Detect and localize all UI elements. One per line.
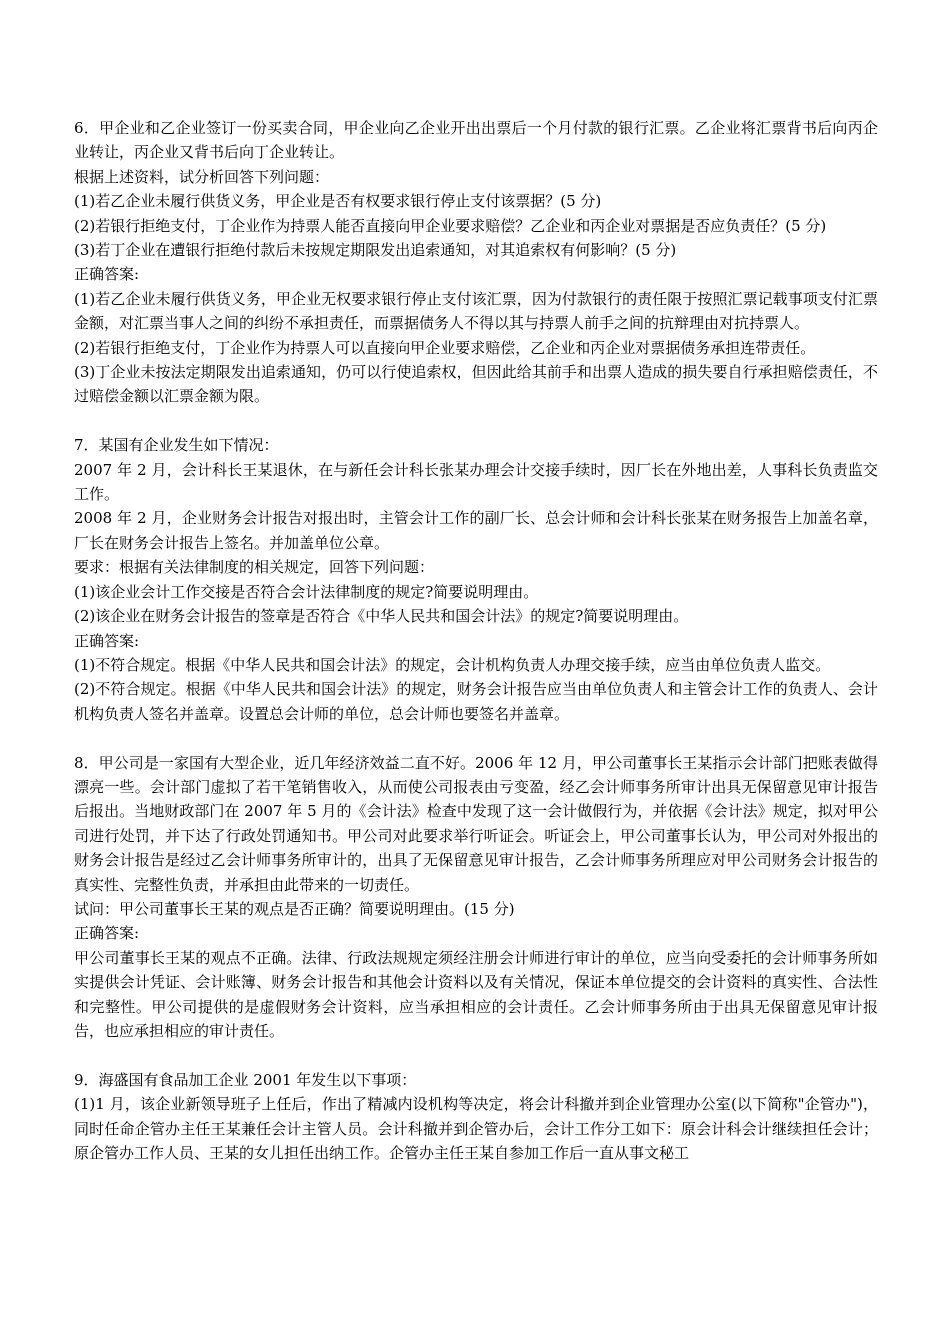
paragraph: 根据上述资料，试分析回答下列问题： <box>74 167 330 186</box>
question-7 <box>74 433 878 726</box>
question-6 <box>74 116 878 409</box>
paragraph: (1)若乙企业未履行供货义务，甲企业是否有权要求银行停止支付该票据？(5 分) <box>74 192 602 211</box>
paragraph: (1)不符合规定。根据《中华人民共和国会计法》的规定，会计机构负责人办理交接手续，应当由单位负责人监交。 <box>74 655 831 674</box>
paragraph: (2)若银行拒绝支付，丁企业作为持票人可以直接向甲企业要求赔偿，乙企业和丙企业对票据债务承担连带责任。 <box>74 338 816 357</box>
paragraph: (1)若乙企业未履行供货义务，甲企业无权要求银行停止支付该汇票，因为付款银行的责任限于按照汇票记载事项支付汇票金额，对汇票当事人之间的纠纷不承担责任，而票据债务人不得以其与持票人前手之间的抗辩理由对抗持票人。 <box>74 289 878 333</box>
paragraph: 8．甲公司是一家国有大型企业，近几年经济效益二直不好。2006 年 12 月，甲公司董事长王某指示会计部门把账表做得漂亮一些。会计部门虚拟了若干笔销售收入，从而使公司报表由亏变盈，经乙会计师事务所审计出具无保留意见审计报告后报出。当地财政部门在 2007 年 5 月的《会计法》检查中发现了这一会计做假行为，并依据《会计法》规定，拟对甲公司进行处罚，并下达了行政处罚通知书。甲公司对此要求举行听证会。听证会上，甲公司董事长认为，甲公司对外报出的财务会计报告是经过乙会计师事务所审计的，出具了无保留意见审计报告，乙会计师事务所理应对甲公司财务会计报告的真实性、完整性负责，并承担由此带来的一切责任。 <box>74 753 878 894</box>
paragraph: (3)丁企业未按法定期限发出追索通知，仍可以行使追索权，但因此给其前手和出票人造成的损失要自行承担赔偿责任，不过赔偿金额以汇票金额为限。 <box>74 363 878 406</box>
paragraph: (3)若丁企业在遭银行拒绝付款后未按规定期限发出追索通知，对其追索权有何影响？(5 分) <box>74 241 677 260</box>
paragraph: (1)1 月，该企业新领导班子上任后，作出了精减内设机构等决定，将会计科撤并到企业管理办公室(以下简称"企管办")，同时任命企管办主任王某兼任会计主管人员。会计科撤并到企管办后，会计工作分工如下：原会计科会计继续担任会计；原企管办工作人员、王某的女儿担任出纳工作。企管办主任王某自参加工作后一直从事文秘工 <box>74 1095 878 1163</box>
paragraph: 试问：甲公司董事长王某的观点是否正确？简要说明理由。(15 分) <box>74 899 515 918</box>
paragraph: 2008 年 2 月，企业财务会计报告对报出时，主管会计工作的副厂长、总会计师和会计科长张某在财务报告上加盖名章，厂长在财务会计报告上签名。并加盖单位公章。 <box>74 509 878 552</box>
answer-label: 正确答案: <box>74 631 140 650</box>
question-8 <box>74 751 878 1044</box>
paragraph: (2)不符合规定。根据《中华人民共和国会计法》的规定，财务会计报告应当由单位负责人和主管会计工作的负责人、会计机构负责人签名并盖章。设置总会计师的单位，总会计师也要签名并盖章。 <box>74 680 878 723</box>
answer-label: 正确答案: <box>74 924 140 943</box>
paragraph: 6．甲企业和乙企业签订一份买卖合同，甲企业向乙企业开出出票后一个月付款的银行汇票。乙企业将汇票背书后向丙企业转让，丙企业又背书后向丁企业转让。 <box>74 119 878 162</box>
paragraph: 9．海盛国有食品加工企业 2001 年发生以下事项： <box>74 1070 417 1089</box>
paragraph: 2007 年 2 月，会计科长王某退休，在与新任会计科长张某办理会计交接手续时，因厂长在外地出差，人事科长负责监交工作。 <box>74 460 878 504</box>
paragraph: (2)该企业在财务会计报告的签章是否符合《中华人民共和国会计法》的规定?简要说明理由。 <box>74 607 689 626</box>
question-9 <box>74 1068 878 1166</box>
paragraph: 甲公司董事长王某的观点不正确。法律、行政法规规定须经注册会计师进行审计的单位，应当向受委托的会计师事务所如实提供会计凭证、会计账簿、财务会计报告和其他会计资料以及有关情况，保证本单位提交的会计资料的真实性、合法性和完整性。甲公司提供的是虚假财务会计资料，应当承担相应的会计责任。乙会计师事务所由于出具无保留意见审计报告，也应承担相应的审计责任。 <box>74 948 878 1040</box>
answer-label: 正确答案: <box>74 265 140 284</box>
paragraph: 要求：根据有关法律制度的相关规定，回答下列问题： <box>74 558 435 577</box>
paragraph: (1)该企业会计工作交接是否符合会计法律制度的规定?简要说明理由。 <box>74 582 539 601</box>
paragraph: (2)若银行拒绝支付，丁企业作为持票人能否直接向甲企业要求赔偿？乙企业和丙企业对票据是否应负责任？(5 分) <box>74 216 827 235</box>
paragraph: 7．某国有企业发生如下情况： <box>74 436 279 455</box>
